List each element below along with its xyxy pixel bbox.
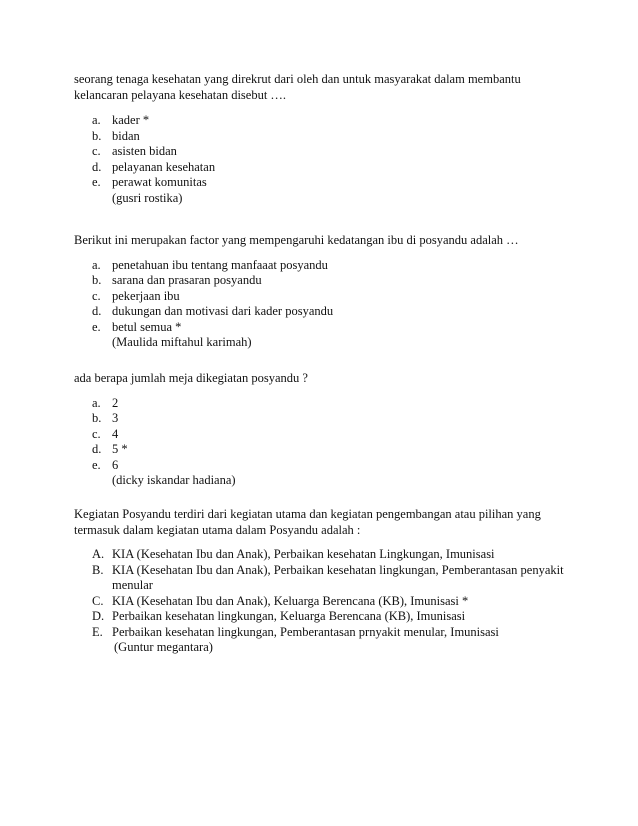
option-item — [74, 273, 564, 289]
option-marker: a. — [92, 113, 101, 127]
option-item — [74, 113, 564, 129]
option-list — [74, 396, 564, 474]
option-marker: b. — [92, 411, 102, 425]
option-marker: B. — [92, 562, 104, 577]
option-text: pekerjaan ibu — [112, 288, 180, 303]
option-item — [74, 609, 564, 625]
option-text: 3 — [112, 411, 119, 425]
option-marker: E. — [92, 624, 103, 639]
option-text: 2 — [112, 395, 119, 410]
option-text: KIA (Kesehatan Ibu dan Anak), Keluarga Berencana (KB), Imunisasi * — [112, 593, 469, 608]
option-item — [74, 144, 564, 160]
option-text: KIA (Kesehatan Ibu dan Anak), Perbaikan kesehatan lingkungan, Pemberantasan penyakit menular — [112, 562, 564, 592]
option-marker: e. — [92, 175, 101, 189]
option-text: kader * — [112, 113, 150, 127]
option-item — [74, 320, 564, 336]
option-item — [74, 160, 564, 176]
option-marker: A. — [92, 547, 105, 561]
option-marker: a. — [92, 257, 101, 272]
option-marker: D. — [92, 609, 105, 623]
question-author: (Guntur megantara) — [114, 640, 213, 654]
option-text: 4 — [112, 426, 119, 441]
option-text: 5 * — [112, 442, 128, 456]
option-marker: c. — [92, 288, 101, 303]
option-item — [74, 304, 564, 320]
question-text: Kegiatan Posyandu terdiri dari kegiatan utama dan kegiatan pengembangan atau pilihan yang termasuk dalam kegiatan utama dalam Posyandu adalah : — [74, 507, 541, 537]
option-item — [74, 396, 564, 412]
option-marker: c. — [92, 144, 101, 158]
option-item — [74, 442, 564, 458]
question-1 — [74, 72, 564, 206]
option-text: KIA (Kesehatan Ibu dan Anak), Perbaikan kesehatan Lingkungan, Imunisasi — [112, 547, 495, 561]
option-marker: d. — [92, 159, 102, 174]
option-text: bidan — [112, 128, 140, 143]
option-item — [74, 289, 564, 305]
question-4 — [74, 507, 564, 656]
question-text: ada berapa jumlah meja dikegiatan posyandu ? — [74, 371, 308, 385]
option-text: perawat komunitas — [112, 175, 207, 189]
question-text: seorang tenaga kesehatan yang direkrut dari oleh dan untuk masyarakat dalam membantu kelancaran pelayana kesehatan disebut …. — [74, 72, 521, 102]
option-text: betul semua * — [112, 319, 182, 334]
option-marker: b. — [92, 273, 102, 287]
option-marker: c. — [92, 426, 101, 441]
option-text: Perbaikan kesehatan lingkungan, Keluarga Berencana (KB), Imunisasi — [112, 609, 466, 623]
option-text: 6 — [112, 457, 119, 472]
option-marker: e. — [92, 319, 101, 334]
option-text: sarana dan prasaran posyandu — [112, 273, 262, 287]
option-text: dukungan dan motivasi dari kader posyandu — [112, 304, 334, 318]
question-author: (Maulida miftahul karimah) — [112, 335, 252, 349]
option-text: pelayanan kesehatan — [112, 159, 216, 174]
option-item — [74, 563, 564, 594]
option-text: penetahuan ibu tentang manfaaat posyandu — [112, 257, 328, 272]
option-list — [74, 258, 564, 336]
option-item — [74, 594, 564, 610]
option-item — [74, 258, 564, 274]
option-item — [74, 129, 564, 145]
option-item — [74, 625, 564, 641]
option-marker: e. — [92, 457, 101, 472]
option-text: asisten bidan — [112, 144, 177, 158]
question-2 — [74, 233, 564, 351]
question-author: (dicky iskandar hadiana) — [112, 473, 236, 487]
option-item — [74, 458, 564, 474]
option-item — [74, 411, 564, 427]
option-list — [74, 113, 564, 191]
option-list — [74, 547, 564, 640]
question-author: (gusri rostika) — [112, 190, 183, 205]
option-item — [74, 427, 564, 443]
option-marker: b. — [92, 128, 102, 143]
option-marker: d. — [92, 442, 102, 456]
option-item — [74, 175, 564, 191]
question-3 — [74, 371, 564, 489]
option-item — [74, 547, 564, 563]
question-text: Berikut ini merupakan factor yang mempengaruhi kedatangan ibu di posyandu adalah … — [74, 233, 519, 247]
option-marker: d. — [92, 304, 102, 318]
option-marker: a. — [92, 395, 101, 410]
option-marker: C. — [92, 593, 104, 608]
option-text: Perbaikan kesehatan lingkungan, Pemberantasan prnyakit menular, Imunisasi — [112, 624, 499, 639]
